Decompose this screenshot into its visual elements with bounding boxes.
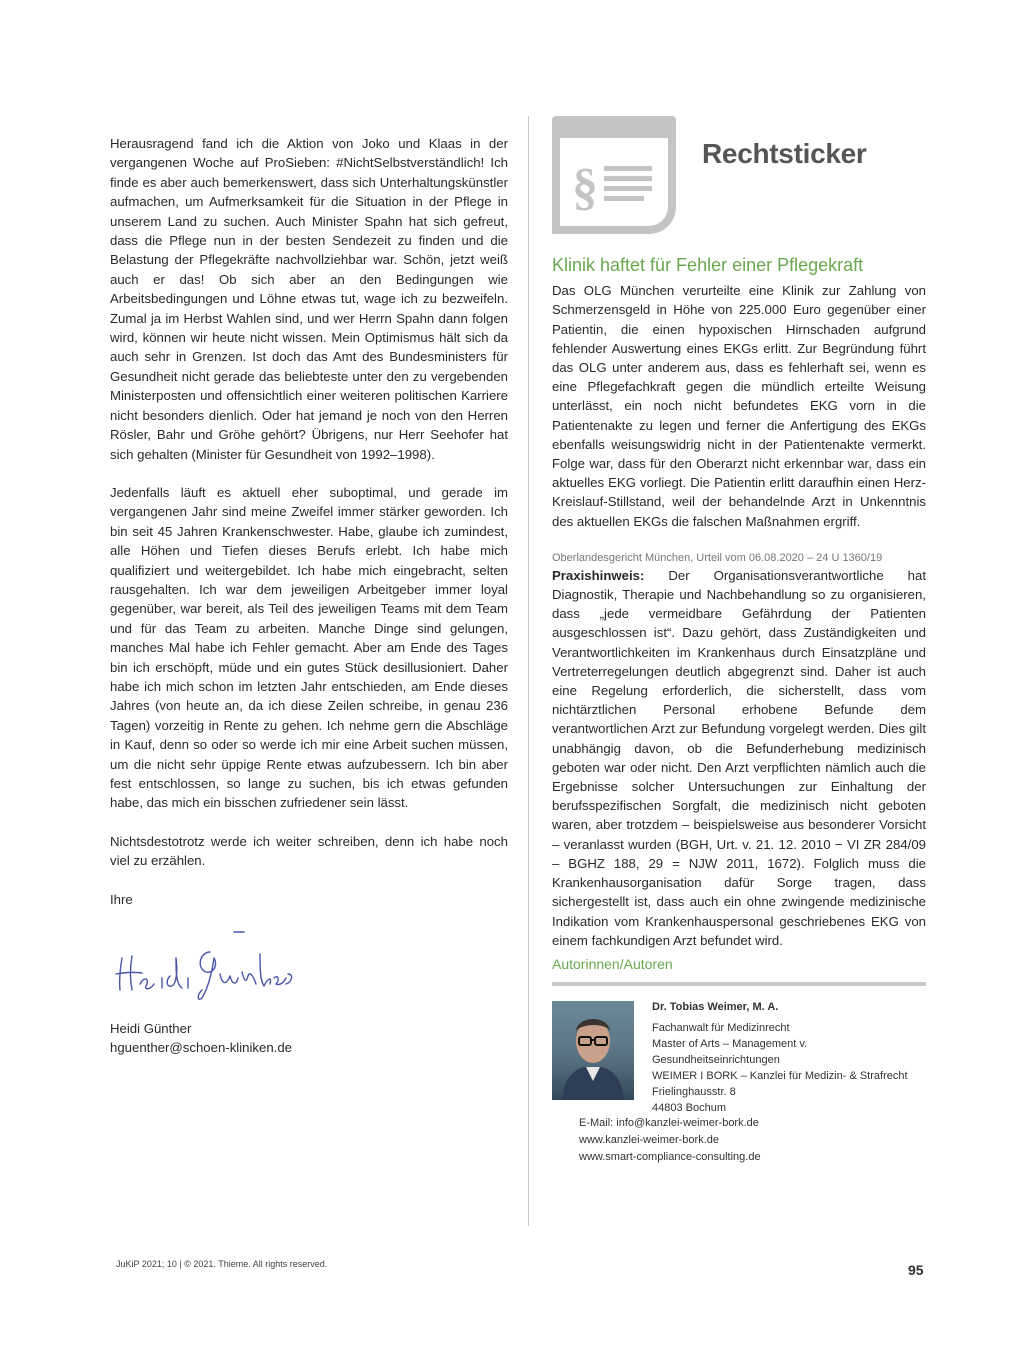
practice-note-label: Praxishinweis: <box>552 567 645 583</box>
legal-article <box>552 256 926 950</box>
author-name: Heidi Günther <box>110 1021 192 1036</box>
contact-website[interactable]: www.kanzlei-weimer-bork.de <box>579 1134 719 1146</box>
author-fullname: Dr. Tobias Weimer, M. A. <box>652 1001 779 1013</box>
paragraph-document-icon <box>552 116 676 234</box>
author-line: 44803 Bochum <box>652 1102 726 1114</box>
author-contact <box>579 1115 919 1166</box>
practice-note-text: Der Organisationsverantwortliche hat Diagnostik, Therapie und Nachbehandlung so zu organisieren, dass „jede vermeidbare Gefährdung der Patienten ausgeschlossen ist“. Dazu gehört, dass Zuständigkeiten und Verantwortlichkeiten im Krankenhaus durch Einsatzpläne und Vertreterregelungen deutlich abgegrenzt sind. Daher ist auch eine Regelung erforderlich, die sicherstellt, dass vom nichtärztlichen Personal erhobene Befunde dem verantwortlichen Arzt zur Befundung vorgelegt werden. Dies gilt unabhängig davon, ob die Befunderhebung medizinisch geboten war oder nicht. Den Arzt verpflichten nämlich auch die Ergebnisse solcher Untersuchungen zur Einhaltung der berufsspezifischen Sorgfalt, die medizinisch nicht geboten waren, aber trotzdem – beispielsweise aus besonderer Vorsicht – veranlasst wurden (BGH, Urt. v. 21. 12. 2010 − VI ZR 284/09 – BGHZ 188, 29 = NJW 2011, 1672). Folglich muss die Krankenhausorganisation dafür Sorge tragen, dass sichergestellt ist, dass auch ein ohne zwingende medizinische Indikation vom Krankenhauspersonal geschriebenes EKG von einem fachkundigen Arzt befundet wird. <box>552 567 926 948</box>
author-line: WEIMER I BORK – Kanzlei für Medizin- & Strafrecht <box>652 1070 908 1082</box>
signature-block <box>110 1019 292 1058</box>
letter-column <box>110 134 508 928</box>
article-heading: Klinik haftet für Fehler einer Pflegekraft <box>552 255 864 275</box>
author-line: Master of Arts – Management v. Gesundheitseinrichtungen <box>652 1038 808 1066</box>
column-divider <box>528 116 529 1226</box>
contact-website[interactable]: www.smart-compliance-consulting.de <box>579 1151 761 1163</box>
handwritten-signature <box>110 928 300 1004</box>
letter-paragraph: Nichtsdestotrotz werde ich weiter schreiben, denn ich habe noch viel zu erzählen. <box>110 833 508 869</box>
authors-rule <box>552 982 926 986</box>
article-body: Das OLG München verurteilte eine Klinik zur Zahlung von Schmerzensgeld in Höhe von 225.000 Euro gegenüber einer Patientin, die einen hypoxischen Hirnschaden aufgrund fehlender Auswertung eines EKGs erlitt. Zur Begründung führt das OLG unter anderem aus, dass es fehlerhaft sei, wenn es eine Pflegefachkraft gegen die mündlich erteilte Weisung unterlässt, ein noch nicht befundetes EKG vorn in die Patientenakte zu legen und ferner die Anfertigung des EKGs ebenfalls weisungswidrig nicht in der Patientenakte vermerkt. Folge war, dass für den Oberarzt nicht erkennbar war, dass ein aktuelles EKG vorliegt. Die Patientin erlitt daraufhin einen Herz-Kreislauf-Stillstand, weil der behandelnde Arzt in Unkenntnis des aktuellen EKGs die falschen Maßnahmen ergriff. <box>552 283 926 529</box>
author-photo <box>552 1001 634 1100</box>
page-number: 95 <box>908 1262 924 1278</box>
letter-paragraph: Jedenfalls läuft es aktuell eher suboptimal, und gerade im vergangenen Jahr sind meine Zweifel immer stärker geworden. Ich bin seit 45 Jahren Krankenschwester. Habe, glaube ich zumindest, alle Höhen und Tiefen dieses Berufs erlebt. Ich habe mich qualifiziert und weitergebildet. Ich habe mich eingebracht, selten rausgehalten. Ich war dem jeweiligen Arbeitgeber immer loyal gegenüber, war bereit, als Teil des jeweiligen Teams mit dem Team und für das Team zu arbeiten. Manche Dinge sind gelungen, manches Mal habe ich Fehler gemacht. Aber am Ende des Tages bin ich erschöpft, müde und ein gutes Stück desillusioniert. Daher habe ich mich schon im letzten Jahr entschieden, am Ende dieses Jahres (von heute an, da ich diese Zeilen schreibe, in genau 236 Tagen) vorzeitig in Rente zu gehen. Ich nehme gern die Abschläge in Kauf, denn so oder so werde ich mir eine Arbeit suchen müssen, um die nicht sehr üppige Rente etwas aufzubessern. Ich bin aber fest entschlossen, so lange zu suchen, bis ich etwas gefunden habe, das mich ein bisschen zufriedener sein lässt. <box>110 484 508 811</box>
author-line: Frielinghausstr. 8 <box>652 1086 736 1098</box>
author-info <box>652 999 926 1116</box>
court-source: Oberlandesgericht München, Urteil vom 06.08.2020 – 24 U 1360/19 <box>552 551 883 564</box>
author-email[interactable]: hguenther@schoen-kliniken.de <box>110 1040 293 1056</box>
letter-closing: Ihre <box>110 891 133 907</box>
footer-citation: JuKiP 2021; 10 | © 2021. Thieme. All rights reserved. <box>116 1259 328 1269</box>
rechtsticker-title: Rechtsticker <box>702 138 867 169</box>
author-line: Fachanwalt für Medizinrecht <box>652 1022 790 1034</box>
practice-note <box>552 566 926 950</box>
authors-heading: Autorinnen/Autoren <box>552 956 673 972</box>
letter-paragraph: Herausragend fand ich die Aktion von Joko und Klaas in der vergangenen Woche auf ProSieben: #NichtSelbstverständlich! Ich finde es aber auch bemerkenswert, dass sich Unterhaltungskünstler aufmachen, um Aufmerksamkeit für die Situation in der Pflege in unserem Land zu suchen. Auch Minister Spahn hat sich gefreut, dass die Pflege nun in der besten Sendezeit zu finden und die Belastung der Pflegekräfte nachvollziehbar war. Schön, jetzt weiß auch er das! Ob sich aber an den Bedingungen wie Arbeitsbedingungen und Löhne etwas tut, wage ich zu bezweifeln. Zumal ja im Herbst Wahlen sind, und wer Herrn Spahn dann folgen wird, können wir heute nicht wissen. Mein Optimismus hält sich da auch sehr in Grenzen. Ist doch das Amt des Bundesministers für Gesundheit nicht gerade das beliebteste unter den zu vergebenden Ministerposten und offensichtlich einer weiteren politischen Karriere nicht besonders dienlich. Oder hat jemand je noch von den Herren Rösler, Bahr und Gröhe gehört? Übrigens, nur Herr Seehofer hat sich gehalten (Minister für Gesundheit von 1992–1998). <box>110 136 508 462</box>
contact-email[interactable]: E-Mail: info@kanzlei-weimer-bork.de <box>579 1117 759 1129</box>
svg-text:§: § <box>572 159 598 216</box>
